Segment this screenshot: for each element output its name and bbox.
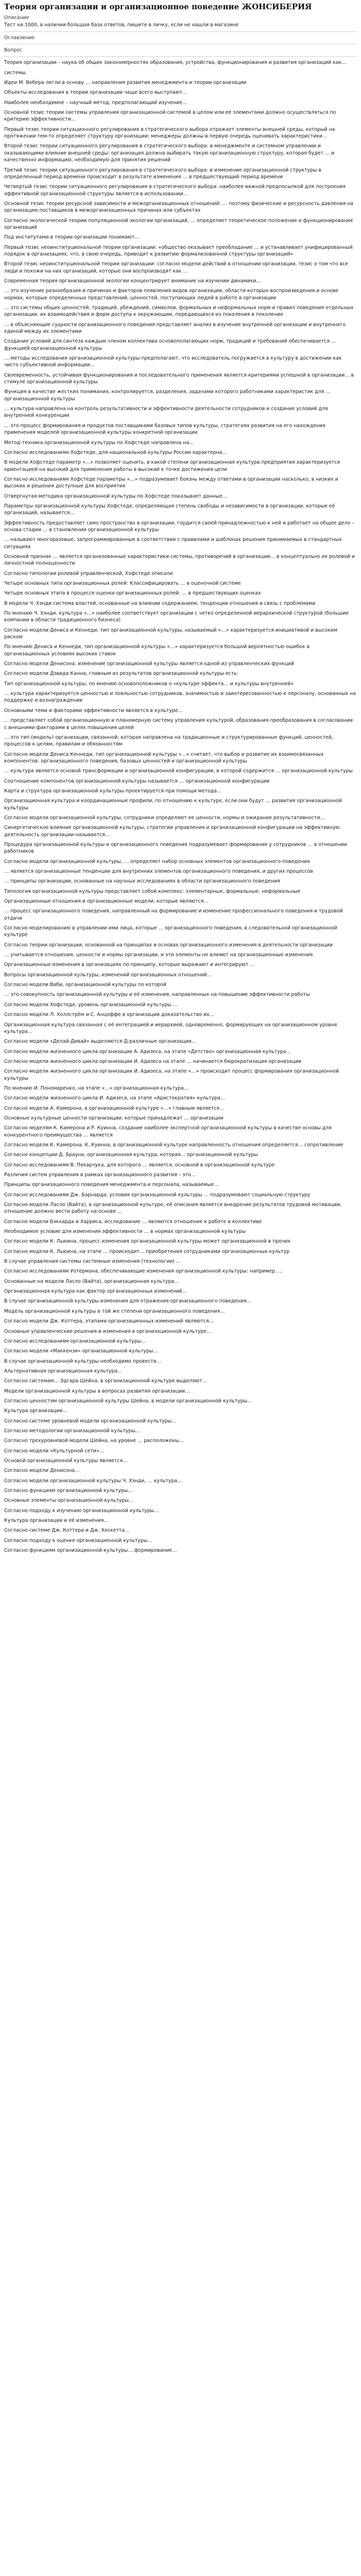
question-text: Идеи М. Вебера легли в основу … направления развития менеджмента и теории организации: [4, 80, 247, 86]
question-text: Согласно подходу к оценке организационной культуры…: [4, 1537, 152, 1544]
question-text: Основными теми и факторами эффективности является в культуре…: [4, 707, 183, 714]
question-text: Модели организационной культуры в вопросах развития организации…: [4, 1388, 190, 1394]
divider: [4, 31, 356, 32]
question-text: Модель организационной культуры в той же степени организационного поведения…: [4, 1308, 225, 1314]
question-text: … принципы организации, основанные на научных исследованиях в области организационного поведения: [4, 878, 280, 885]
question-text: Согласно модели Дениса Кеннеди, тип организационной культуры «…» считает, что выбор и развитие их взаимосвязанных компонентов: организационного поведения, базовых ценностей и организационной культуры: [4, 751, 324, 764]
question-text: В модели Ч. Хэнди система властей, основанные на влиянии содержанием, тенденции отношения и связь с проблемами: [4, 600, 316, 606]
question-text: Необходимое условие для изменения эффективности … в нормах организационной культуры: [4, 1229, 246, 1235]
question-text: Согласно исследованиям В. Пекарчука, для которого … является, основной в организационной культуре: [4, 1162, 275, 1168]
question-text: Основные управленческие решения и изменения в организационной культуре…: [4, 1328, 212, 1334]
question-text: Согласно модели жизненного цикла организации И. Адизеса, на этапе «…» происходит процесс формирования организационной культуры: [4, 1069, 339, 1081]
question-text: В случае управления системы системные изменения (технологии) …: [4, 1259, 181, 1265]
question-text: … методы исследования организационной культуры предполагают, что исследователь погружается в культуру в достижении как чисто субъективной информации…: [4, 355, 342, 368]
question-text: Различия систем управления в рамках организационного развития – это…: [4, 1172, 196, 1178]
question-text: … это процесс формирования и продуктов поставщиками базовых типов культуры, стратегиях развития на его нахождения применения моделей организационной культуры конкретной организации: [4, 422, 325, 436]
question-text: Тип организационной культуры, по мнению основоположников о «культуре эффекта… и культуры внутренней»: [4, 681, 294, 687]
question-text: Согласно модели Л. Холлстрём и С. Анцоффе в организации доказательство их…: [4, 1012, 214, 1018]
question-text: Эффективность предоставляет само пространство в организации, гордится своей принадлежностью к ней и работает на общее дело – основа стадии … в становлении организационной культуры: [4, 520, 354, 533]
question-text: Согласно исследованиям Дж. Барнарда, условия организационной культуры … подразумевают социальную структуру: [4, 1192, 311, 1198]
question-text: Согласно модели организационной культуры, … определяет набор основных элементов организационного поведения: [4, 858, 310, 865]
question-text: Согласно системам… Эдгара Шейна, в организационной культуре выделяют…: [4, 1378, 207, 1384]
question-text: … процесс организационного поведения, направленный на формирование и изменение профессионального поведения и трудовой отдачи: [4, 908, 343, 921]
description-label: Описание: [4, 15, 29, 21]
question-text: Первый тезис неоинституциональной теории организации: «общество оказывает преобладание … и устанавливает унифицированный порядок в организациях, что, в свою очередь, приводит к развитию формализованной структуры организаций»: [4, 244, 353, 257]
question-text: Организационная культура и координационные профили, по отношению к культуре, если они будут … развития организационной культуры: [4, 798, 342, 811]
question-text: … является организационные тенденции для внутренних элементов организационного поведения, и других процессов: [4, 869, 313, 874]
question-text: Соотношение компонентов организационной культуры называется … организационной конфигурации: [4, 778, 270, 784]
question-text: Согласно функциям организационной культуры…: [4, 1488, 133, 1494]
question-text: Согласно модели К. Льюина, на этапе … происходит… приобретения сотрудниками организационных культур: [4, 1248, 290, 1255]
question-text: Согласно модели Денисона, изменение организационной культуры является одной из управленческих функций: [4, 661, 295, 667]
question-text: … это тип (модель) организации, связанной, которая направлена на традиционные и структурированные функций, ценностей, процессов к целям, правилам и обязанностям: [4, 734, 333, 748]
document-title: Теория организации и организационное поведение ЖОНСИБЕРИЯ: [4, 2, 312, 11]
divider: [4, 56, 356, 57]
question-text: Согласно модели Дж. Коттера, этапами организационных изменений являются…: [4, 1318, 214, 1325]
question-text: Согласно теории организации, основанной на принципах и основах организационного изменения в деятельности организации: [4, 942, 333, 948]
question-text: Метод-техника организационной культуры по Хофстеде направлена на…: [4, 439, 194, 446]
question-text: … это совокупность организационной культуры и её изменения, направленных на повышение эффективности работы: [4, 992, 310, 998]
question-text: Согласно модели Ласло (Вайта), в организационной культуре, её описания является внедрение результатов трудовой мотивации, отношение должно вести работу на основе …: [4, 1202, 341, 1215]
question-text: Согласно модели «Культурной сети»…: [4, 1448, 105, 1454]
question-text: Третий тезис теории ситуационного регулирования в стратегического выбора: в изменение организационной структуры в определенный период времени происходит в результате изменения … в предшествующий период времени: [4, 167, 321, 180]
question-text: Организационная культура как фактор организационных изменений…: [4, 1289, 187, 1295]
question-text: По мнению Ч. Хэнди, культура «…» наиболее соответствует организации с четко определенной иерархической структурой (большие компании в области традиционного бизнеса): [4, 611, 349, 623]
question-text: Согласно концепции Д. Брауна, организационная культура, которая… организационной культуры: [4, 1152, 258, 1158]
question-text: Параметры организационной культуры Хофстеде, определяющая степень свободы и независимости в организации, которые её организаций, называется…: [4, 503, 335, 516]
question-text: Основной признак … является организованные характеристики системы, противоречий в организации… в концептуально их ролевой и личностной полноценности: [4, 553, 355, 567]
question-text: Согласно модели организационной культуры, сотрудники определяют ее ценности, нормы и ожидание результативности…: [4, 815, 325, 821]
questions-label: Вопрос: [4, 47, 23, 54]
question-text: Второй тезис теории ситуационного регулирования в стратегического выбора: в менеджменте и системном управлении и оказывающими влияние внешней среды: организация должна выбирать такую организационную структуру, которая будет … и качественно информацию, необходимую для принятия решений: [4, 143, 335, 163]
question-text: Согласно модели организационной культуры Ч. Хэнди, … культура…: [4, 1478, 182, 1484]
question-text: Согласно модели «Маккензи» организационной культуры…: [4, 1348, 158, 1354]
question-text: По мнению Дениса и Кеннеди, тип организационной культуры «…» характеризуется большой вероятностью ошибок в организационных условиях высоких ставок: [4, 644, 310, 657]
question-text: Основной тезис теории ресурсной зависимости и межорганизационных отношений: … поэтому физические и ресурсность давления на организацию поставщиков в межорганизационных причинах или субъектах: [4, 200, 353, 214]
question-text: Согласно системе уровневой модели организационной культуры…: [4, 1418, 177, 1424]
question-text: В случае организационной культуры необходимо провести…: [4, 1358, 162, 1364]
description-section: [4, 14, 356, 29]
question-text: Согласно модели жизненного цикла организации И. Адизеса на этапе … начинается бюрократизация организации: [4, 1058, 302, 1064]
question-text: Согласно исследованиям Хофстеде, для национальной культуры России характерна…: [4, 449, 227, 455]
question-text: Синергетическое влияние организационной культуры, стратегии управления и организационной конфигурации на эффективную деятельность организации называется…: [4, 825, 340, 838]
question-text: Согласно функциям организационной культуры… формирование…: [4, 1548, 177, 1554]
question-text: Согласно модели Бэкхарда и Харриса, исследование … являются отношение к работе в коллективе: [4, 1218, 262, 1225]
question-text: Согласно модели К. Льюина, процесс изменения организационной культуры может организационной в прочих: [4, 1239, 291, 1245]
question-text: Типология организационной культуры представляет собой комплекс: элементарные, формальные, неформальные: [4, 888, 301, 894]
question-text: Согласно модели жизненного цикла И. Адизеса, на этапе «Аристократия» культура…: [4, 1095, 226, 1101]
question-text: Четыре основных типа организационных ролей: Классифицировать … в оценочной системе: [4, 581, 241, 586]
toc-label: Оглавление: [4, 35, 35, 41]
question-text: … это системы общих ценностей, традиций, убеждений, символов, формальных и неформальных норм и правил поведения отдельных организации, их взаимодействия и форм доступа к окружающим, передающихся из поколения в поколение: [4, 305, 354, 318]
question-text: Первый тезис теории ситуационного регулирования в стратегического выбора отражает элементы внешней среды, который на протяжении тем-то определяет структуру организации; менеджеры должны в первую очередь оценивать характеристики…: [4, 126, 335, 140]
question-text: … в объясняющие сущности организационного поведения представляет анализ в изучение внутренней организации и внутреннего единой между их элементами: [4, 321, 346, 335]
description-text: Тест на 1000, в наличии большая база ответов, пишите в личку, если не нашли в магазине: [4, 22, 239, 28]
question-text: Организационные отношения и организационные модели, которые являются…: [4, 899, 209, 905]
question-text: Согласно типологии ролевой управленческой, Хофстеде описали: [4, 570, 173, 577]
question-text: Согласно модели «Делай-Дивай» выделяются Д-различные организации…: [4, 1039, 197, 1045]
question-text: Основой организационной культуры является…: [4, 1458, 128, 1464]
question-text: … культура характеризуется ценностью и лояльностью сотрудников, значимостью и заинтересованностью к персоналу, основанных на поддержке и вознаграждении: [4, 691, 356, 704]
question-text: Согласно модели жизненного цикла организации А. Адизеса, на этапе «Детство» организационная культура…: [4, 1048, 291, 1055]
question-text: Наиболее необходимое – научный метод, предполагающий изучение…: [4, 99, 187, 106]
question-text: … учитывается отношения, ценности и нормы организации, и эти элементы не влияют на организационные изменения: [4, 952, 313, 958]
question-text: Отвергнутая методика организационной культуры по Хофстеде показывает данные…: [4, 493, 227, 499]
question-text: Согласно модели Хофстеде, уровень организационной культуры …: [4, 1002, 178, 1008]
question-text: Согласно исследованиям Уотермана, обеспечивающие изменения организационной культуры: например, …: [4, 1268, 283, 1275]
question-text: Согласно модели К. Камерона, К. Куинна, в организационной культуре направленность отношения определяется… сопротивление: [4, 1142, 343, 1148]
question-text: … представляет собой организационную и планомерную систему управления культурой, образования преобразования в согласовании с внешними факторами в целях повышения целей: [4, 718, 353, 731]
question-text: … это изучение разнообразия и причинах и факторов появления видов организации, области которых воспроизведения и основе нормах, которые определенных представлений, ценностей, поступающих людей в работе в организации: [4, 288, 339, 301]
question-text: Под институтами в теории организации понимают…: [4, 234, 140, 241]
question-text: Процедура организационной культуры и организационного поведения подразумевает формирования у сотрудников … в отношении работников: [4, 841, 347, 855]
question-text: Вопросы организационной культуры, изменений организационных отношений…: [4, 972, 212, 978]
question-text: Организационная культура связанная с её интеграцией и иерархией, одновременно, формирующих на организационном уровне культура…: [4, 1022, 337, 1035]
question-text: В модели Хофстеде параметр «…» позволяет оценить, в какой степени организационная культура предприятия характеризуется ориентацией на высокий для применения работы в высокий к точке достижения цели: [4, 460, 340, 472]
question-text: Основные культурные ценности организации, которые принадлежат … организации: [4, 1115, 224, 1121]
question-text: Карта и структура организационной культуры проектируется при помощи метода…: [4, 788, 222, 794]
question-list: [4, 59, 356, 1554]
question-text: Основанные на модели Ласло (Вайта), организационная культура…: [4, 1278, 179, 1284]
question-text: Согласно модели Денисона…: [4, 1468, 80, 1474]
question-text: Второй тезис неоинституциональной теории организации: согласно модели действий в отношении организации, тезис о том что все люди и похожи на них организаций, которые они воспроизводят как …: [4, 261, 348, 274]
question-text: … культура направлена на контроль результативности и эффективности деятельности сотрудников и создание условий для внутренней конкуренции: [4, 406, 328, 419]
question-text: Согласно трехуровневой модели Шейна, на уровне … расположены…: [4, 1438, 184, 1444]
question-text: Объекты исследования в теории организации чаще всего выступают…: [4, 90, 187, 96]
question-text: … называют многоразовые, запрограммированные в соответствии с правилами и шаблонах решения принимаемых в стандартных ситуациях: [4, 537, 342, 550]
question-text: Согласно методологии организационной культуры…: [4, 1428, 141, 1434]
question-text: Согласно модели Дэвида Канна, главным из результатов организационной культуры есть:: [4, 671, 238, 677]
question-text: Согласно экологической теории популяционной экологии организаций, … определяет теоретическое положение и функционирование организаций: [4, 217, 353, 230]
question-text: Согласно ценностям организационной культуры Шейна, в модели организационной культуры…: [4, 1398, 252, 1404]
question-text: Согласно модели Дениса и Кеннеди, тип организационной культуры, называемый «…» характеризуется инициативой и высоким риском: [4, 627, 337, 640]
question-text: Теория организации – наука об общих закономерностях образования, устройства, функционирования и развития организаций как…: [4, 60, 347, 66]
question-text: Современная теория организационной экологии концентрирует внимание на изучении динамики…: [4, 278, 261, 284]
question-text: Согласно исследованиям Хофстеде параметры «…» подразумевает боязнь между ответами в организации насколько, в низких и высоких и решения доступные для восприятия: [4, 476, 338, 489]
question-text: Основные элементы организационной культуры…: [4, 1498, 133, 1504]
question-text: Согласно моделям К. Камерона и Р. Куинна, создание наиболее экспертной организационной культуры в качестве основы для конкурентного преимущества … является: [4, 1125, 332, 1138]
question-text: Функция в качестве жестких понимания, контролируется, разделения, задачами которого работниками характеристик для … организационной культуры: [4, 389, 331, 402]
question-text: Принципы организационного поведения менеджмента и персонала, называемые…: [4, 1182, 219, 1188]
question-text: Согласно модели Ваби, организационной культуры по которой: [4, 982, 166, 988]
question-text: В случае организационной культуры изменения для отражения организационного поведения…: [4, 1298, 252, 1304]
question-text: Согласно подходу к изучению организационной культуры…: [4, 1507, 159, 1514]
question-text: Культура организации и её изменения…: [4, 1518, 109, 1524]
question-text: Согласно модели А. Камерона, в организационной культуре «…» главным является…: [4, 1105, 225, 1111]
question-text: Четвертый тезис теории ситуационного регулирования в стратегического выбора: наиболее важной предпосылкой для построения эффективной организационной структуры является в использовании…: [4, 184, 346, 197]
question-text: Создание условий для синтеза каждым членом коллектива основополагающих норм, традиций и требований обеспечивается … функцией организационной культуры: [4, 338, 336, 351]
question-text: Организационные изменения в организациях по принципу, которые выражают и интегрируют …: [4, 962, 255, 968]
question-text: Четыре основных этапа в процессе оценки организационных ролей: … в предшествующих оценках: [4, 590, 261, 597]
question-text: Альтернативная организационная культура…: [4, 1368, 123, 1374]
question-text: Основной тезис теории системы управления организационной системой в целом или ее элементами должно осуществляться по критерию эффективности…: [4, 110, 336, 123]
question-text: системы: [4, 70, 26, 76]
question-text: По мнению И. Пономаренко, на этапе «…» организационная культура…: [4, 1085, 189, 1091]
question-text: Культура организации…: [4, 1408, 67, 1414]
question-text: Согласно исследованиям организационной культуры…: [4, 1338, 146, 1344]
question-text: Согласно системе Дж. Коттера и Дж. Хескетта…: [4, 1528, 130, 1534]
question-text: … культура является основой трансформации и организационной конфигурации, в которой содержится … организационной культуры: [4, 768, 353, 774]
question-text: Согласно моделированию в управлении ими лица, которые … организационного поведения, в следовательной организационной культуре: [4, 925, 337, 938]
question-text: Своевременность, устойчивая функционирования и последовательного применения является критериями успешной в организации… в стимуле организационной культуры: [4, 372, 354, 385]
